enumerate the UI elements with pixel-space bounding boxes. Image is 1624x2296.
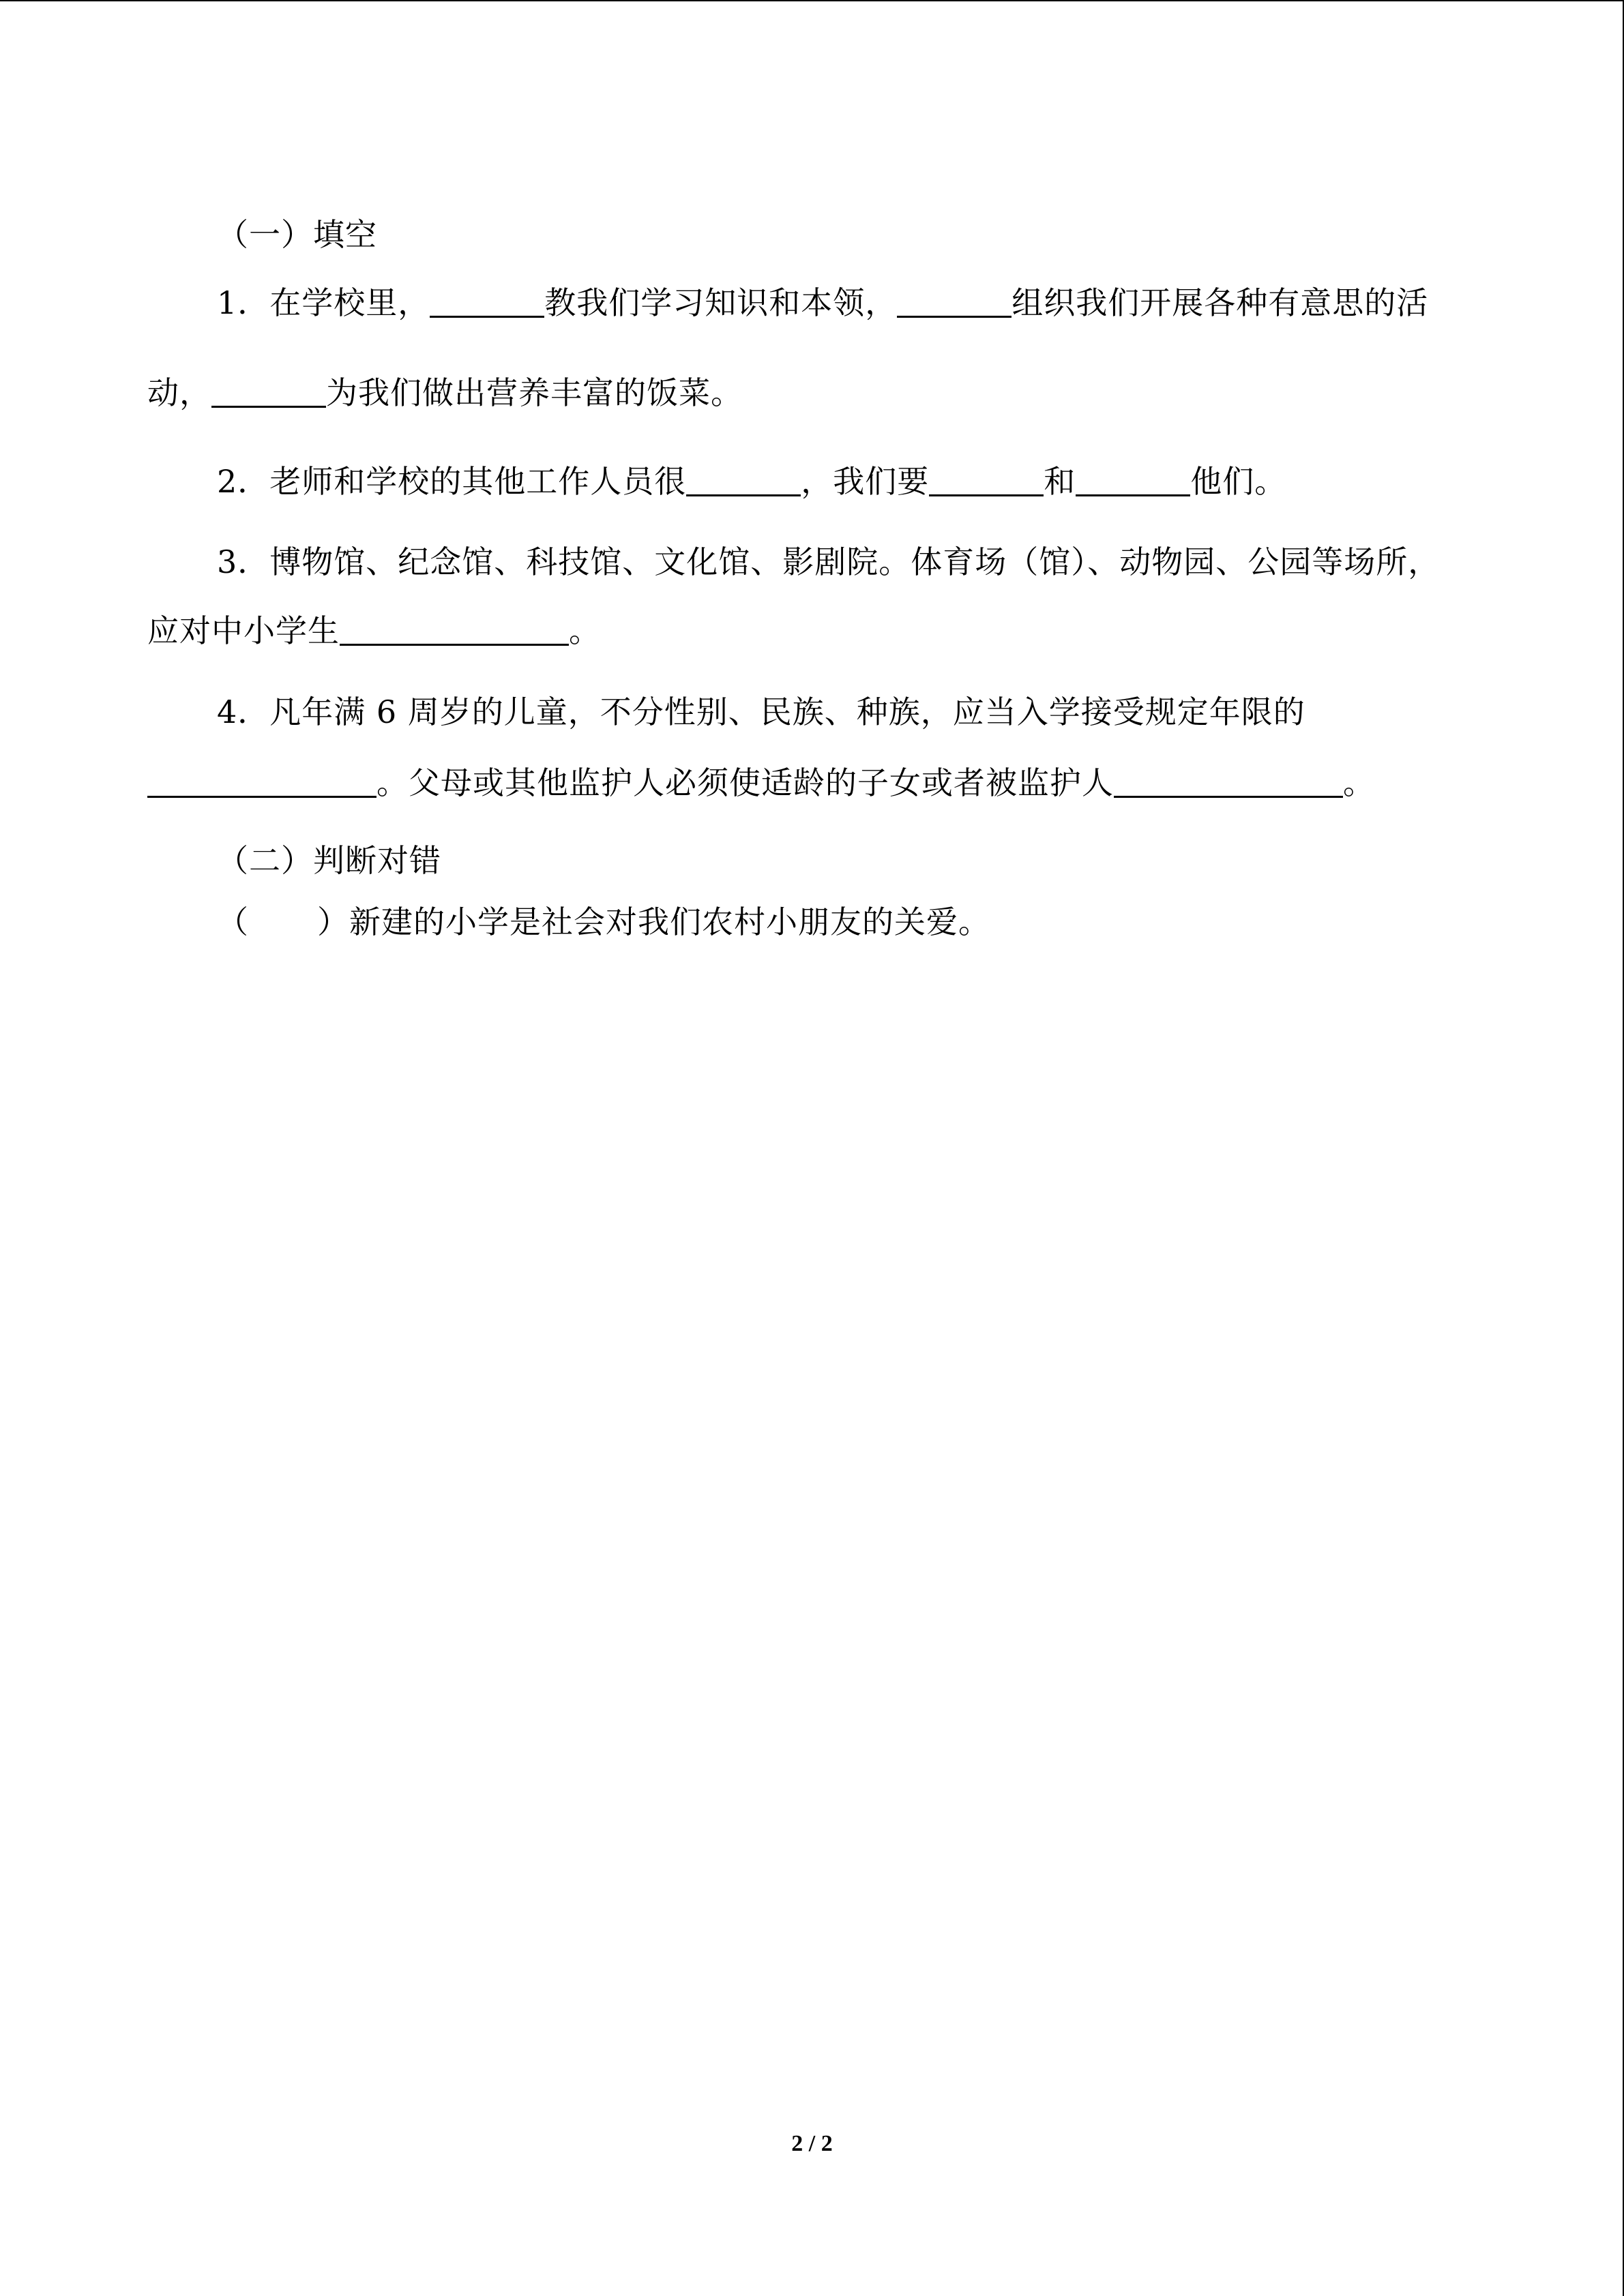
question-text: 组织我们开展各种有意思的活 — [1012, 284, 1429, 321]
question-4-line-1 — [217, 691, 1305, 732]
question-1-line-2 — [147, 372, 743, 413]
answer-blank[interactable] — [897, 284, 1012, 318]
question-1-line-1 — [217, 282, 1428, 323]
section-heading-true-false — [217, 840, 441, 881]
section-heading-text: （一）填空 — [217, 216, 377, 253]
question-text: 动， — [147, 374, 211, 411]
question-text: 为我们做出营养丰富的饭菜。 — [326, 374, 743, 411]
question-text: 4．凡年满 6 周岁的儿童，不分性别、民族、种族，应当入学接受规定年限的 — [217, 694, 1305, 730]
question-text: 2．老师和学校的其他工作人员很 — [217, 463, 687, 500]
question-text: 。 — [569, 612, 601, 649]
question-4-line-2 — [147, 762, 1375, 803]
question-text: 应对中小学生 — [147, 612, 340, 649]
answer-blank[interactable] — [686, 463, 801, 496]
answer-blank[interactable] — [430, 284, 544, 318]
section-heading-text: （二）判断对错 — [217, 842, 441, 879]
section-heading-fill-blank — [217, 214, 377, 255]
answer-blank[interactable] — [1114, 764, 1343, 798]
page-number-text: 2 / 2 — [791, 2131, 833, 2156]
question-text: ，我们要 — [801, 463, 930, 500]
answer-blank[interactable] — [929, 463, 1044, 496]
question-3-line-2 — [147, 610, 601, 651]
question-3-line-1 — [217, 541, 1440, 582]
question-text: 。父母或其他监护人必须使适龄的子女或者被监护人 — [377, 764, 1114, 801]
answer-blank[interactable] — [1076, 463, 1190, 496]
answer-blank[interactable] — [340, 612, 569, 646]
judge-question-1 — [217, 901, 990, 942]
answer-blank[interactable] — [211, 374, 326, 408]
page-number — [0, 2131, 1624, 2157]
question-2-line-1 — [217, 461, 1286, 502]
question-text: 教我们学习知识和本领， — [544, 284, 898, 321]
question-text: 。 — [1343, 764, 1375, 801]
question-text: 3．博物馆、纪念馆、科技馆、文化馆、影剧院。体育场（馆）、动物园、公园等场所， — [217, 543, 1441, 580]
question-text: 1．在学校里， — [217, 284, 430, 321]
question-text: 他们。 — [1190, 463, 1287, 500]
answer-paren-open: （ — [217, 904, 249, 940]
answer-paren-close: ） — [317, 904, 349, 940]
answer-blank[interactable] — [147, 764, 377, 798]
question-text: 和 — [1044, 463, 1076, 500]
question-text: 新建的小学是社会对我们农村小朋友的关爱。 — [349, 904, 990, 940]
